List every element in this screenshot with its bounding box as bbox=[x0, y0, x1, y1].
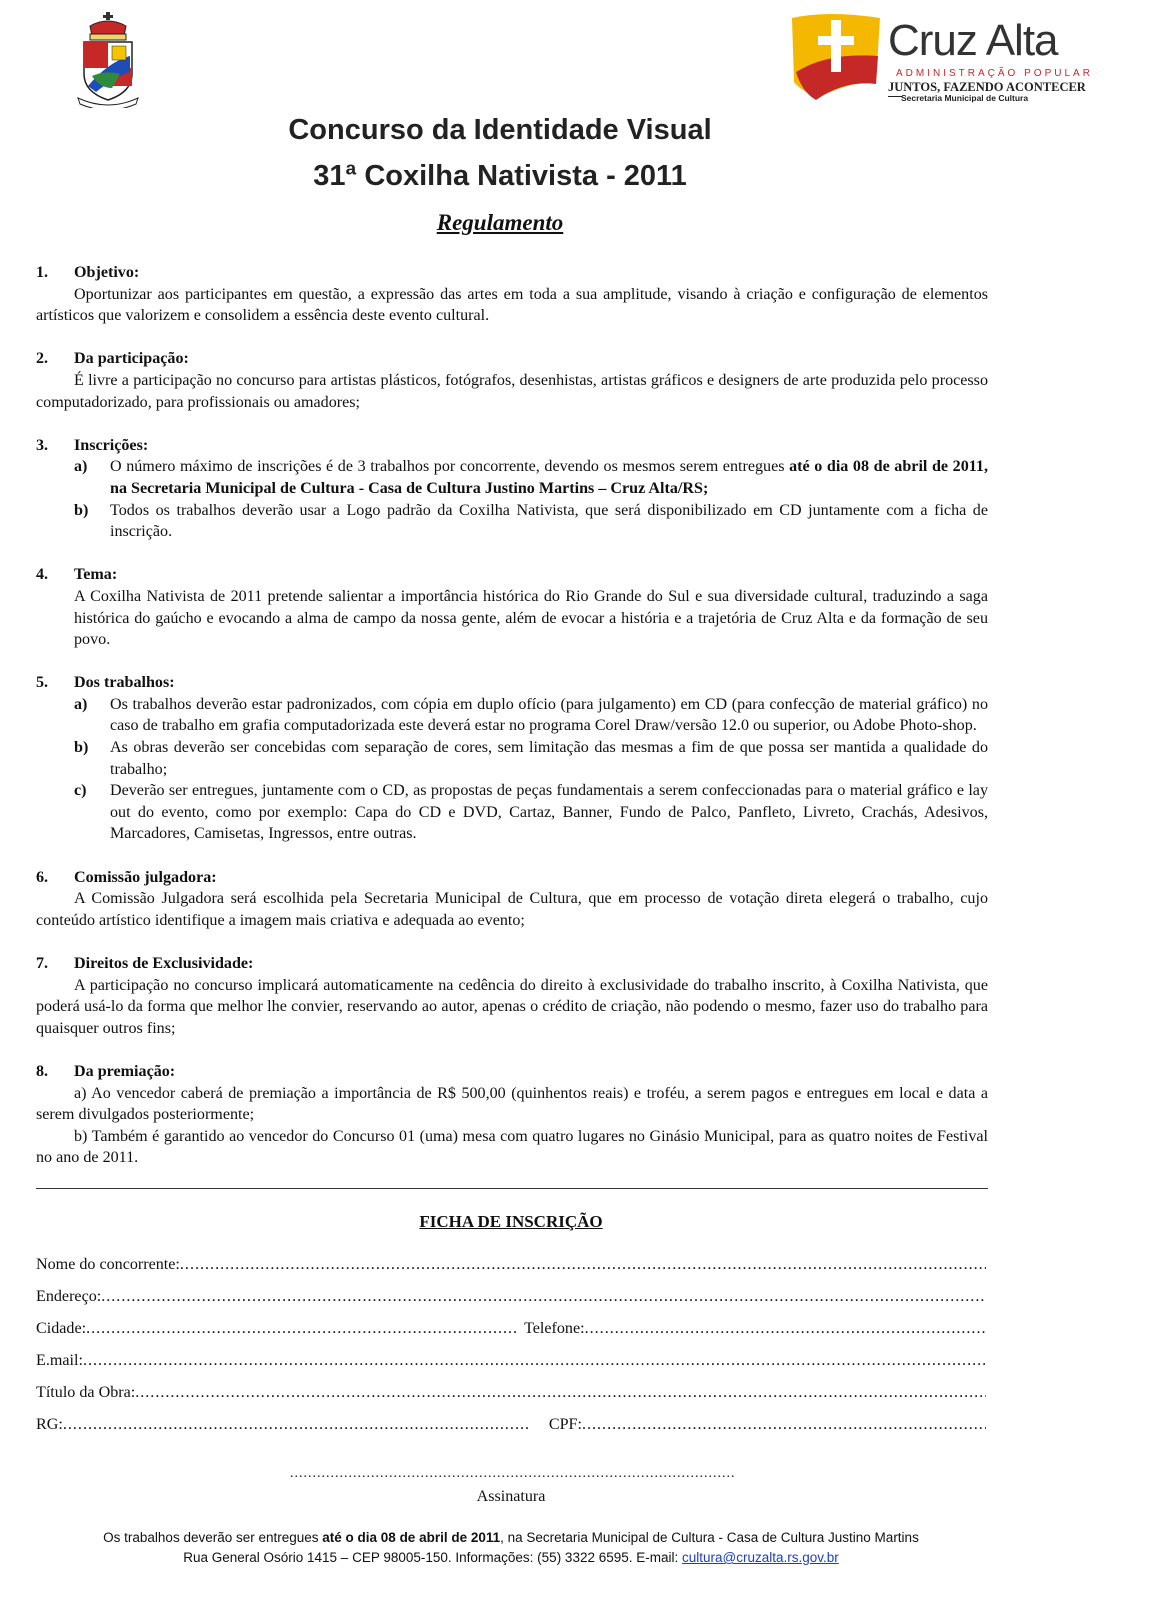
rg-field[interactable] bbox=[63, 1416, 531, 1438]
section-comissao bbox=[36, 867, 988, 932]
item-text: Deverão ser entregues, juntamente com o CD, as propostas de peças fundamentais a serem confeccionadas para o material gráfico e lay out do evento, como por exemplo: Capa do CD e DVD, Cartaz, Banner, Fundo de Palco, Panfleto, Livreto, Crachás, Adesivos, Marcadores, Camisetas, Ingressos, entre outras. bbox=[110, 782, 988, 843]
section-premiacao bbox=[36, 1061, 988, 1169]
cidade-field[interactable] bbox=[86, 1320, 518, 1342]
section-heading bbox=[36, 1061, 988, 1083]
section-tema bbox=[36, 564, 988, 650]
footer-line2 bbox=[0, 1550, 1022, 1565]
field-label: Cidade: bbox=[36, 1320, 87, 1337]
cidade-telefone-row bbox=[36, 1320, 986, 1342]
section-participacao bbox=[36, 348, 988, 413]
section-text: A Coxilha Nativista de 2011 pretende salientar a importância histórica do Rio Grande do Sul e sua diversidade cultural, traduzindo a saga histórica do gaúcho e evocando a alma de campo da nossa gente, além de evocar a história e a trajetória de Cruz Alta e da formação de seu povo. bbox=[74, 587, 988, 649]
coat-of-arms-icon bbox=[76, 12, 154, 108]
field-blank bbox=[135, 1384, 986, 1406]
section-text: b) Também é garantido ao vencedor do Concurso 01 (uma) mesa com quatro lugares no Ginásio Municipal, para as quatro noites de Festival no ano de 2011. bbox=[36, 1127, 988, 1167]
footer-line1 bbox=[0, 1530, 1022, 1545]
section-title: Inscrições: bbox=[74, 436, 149, 454]
logo-divider bbox=[888, 96, 902, 97]
cruz-alta-cross-icon bbox=[788, 12, 884, 102]
footer-text: , na Secretaria Municipal de Cultura - Casa de Cultura Justino Martins bbox=[500, 1530, 919, 1545]
signature-line[interactable] bbox=[290, 1466, 736, 1482]
item-text-regular: O número máximo de inscrições é de 3 trabalhos por concorrente, devendo os mesmos serem entregues bbox=[110, 458, 790, 476]
section-number: 7. bbox=[36, 955, 49, 972]
section-objetivo bbox=[36, 262, 988, 327]
item-text-bold: até o dia 08 de abril de 2011, na Secretaria Municipal de Cultura - Casa de Cultura Justino Martins – Cruz Alta/RS; bbox=[110, 458, 988, 497]
field-blank bbox=[180, 1256, 986, 1278]
page-subtitle: Regulamento bbox=[436, 210, 564, 235]
logo-secretaria: Secretaria Municipal de Cultura bbox=[901, 93, 1029, 103]
regulamento-body bbox=[36, 262, 988, 1191]
list-item bbox=[74, 500, 988, 543]
page-title-line1: Concurso da Identidade Visual bbox=[288, 114, 712, 146]
logo-name: Cruz Alta bbox=[888, 16, 1058, 65]
footer-text: Rua General Osório 1415 – CEP 98005-150. Informações: (55) 3322 6595. E-mail: bbox=[183, 1550, 683, 1565]
field-label: CPF: bbox=[548, 1416, 582, 1433]
endereco-field[interactable] bbox=[36, 1288, 986, 1310]
rg-cpf-row bbox=[36, 1416, 986, 1438]
section-text: A participação no concurso implicará automaticamente na cedência do direito à exclusividade do trabalho inscrito, à Coxilha Nativista, que poderá usá-lo da forma que melhor lhe convier, reservando ao autor, apenas o crédito de criação, não podendo o mesmo, fazer uso do trabalho para quaisquer outros fins; bbox=[36, 976, 988, 1037]
section-text: Oportunizar aos participantes em questão, a expressão das artes em toda a sua amplitude, visando à criação e configuração de elementos artísticos que valorizem e consolidem a essência deste evento cultural. bbox=[36, 285, 988, 325]
section-number: 2. bbox=[36, 350, 49, 368]
section-trabalhos bbox=[36, 672, 988, 845]
section-title: Tema: bbox=[74, 566, 118, 584]
section-title: Da participação: bbox=[74, 350, 189, 368]
section-number: 8. bbox=[36, 1062, 49, 1080]
email-field[interactable] bbox=[36, 1352, 986, 1374]
field-blank bbox=[101, 1288, 986, 1310]
field-label: Título da Obra: bbox=[36, 1384, 136, 1401]
field-label: RG: bbox=[36, 1416, 63, 1433]
section-number: 4. bbox=[36, 566, 49, 584]
footer-text: Os trabalhos deverão ser entregues bbox=[103, 1530, 323, 1545]
field-blank bbox=[83, 1352, 986, 1374]
list-item bbox=[74, 780, 988, 845]
field-label: Nome do concorrente: bbox=[36, 1256, 180, 1273]
footer-email-link[interactable]: cultura@cruzalta.rs.gov.br bbox=[682, 1550, 839, 1565]
section-direitos bbox=[36, 953, 988, 1039]
item-letter: a) bbox=[74, 458, 88, 476]
nome-field[interactable] bbox=[36, 1256, 986, 1278]
section-heading bbox=[36, 564, 988, 586]
signature-label: Assinatura bbox=[476, 1488, 546, 1505]
list-item bbox=[74, 737, 988, 780]
section-number: 1. bbox=[36, 264, 49, 281]
section-heading bbox=[36, 953, 988, 975]
section-text: É livre a participação no concurso para artistas plásticos, fotógrafos, desenhistas, artistas gráficos e designers de arte produzida pelo processo computadorizado, para profissionais ou amadores; bbox=[36, 371, 988, 411]
logo-slogan: JUNTOS, FAZENDO ACONTECER bbox=[888, 80, 1086, 94]
cpf-field[interactable] bbox=[582, 1416, 986, 1438]
logo-admin: ADMINISTRAÇÃO POPULAR bbox=[896, 68, 1093, 79]
divider bbox=[36, 1188, 988, 1189]
item-letter: b) bbox=[74, 501, 89, 519]
titulo-obra-field[interactable] bbox=[36, 1384, 986, 1406]
section-heading bbox=[36, 867, 988, 889]
section-title: Direitos de Exclusividade: bbox=[74, 955, 254, 972]
telefone-field[interactable] bbox=[585, 1320, 986, 1342]
section-number: 6. bbox=[36, 868, 49, 886]
section-heading bbox=[36, 348, 988, 370]
item-text: Os trabalhos deverão estar padronizados, com cópia em duplo ofício (para julgamento) em CD (para confecção de material gráfico) no caso de trabalho em grafia computadorizada este deverá estar no programa Corel Draw/versão 12.0 ou superior, ou Adobe Photo-shop. bbox=[110, 695, 988, 735]
item-text: As obras deverão ser concebidas com separação de cores, sem limitação das mesmas a fim de que possa ser mantida a qualidade do trabalho; bbox=[110, 739, 988, 778]
field-label: Endereço: bbox=[36, 1288, 102, 1305]
section-inscricoes bbox=[36, 435, 988, 543]
list-item bbox=[74, 694, 988, 737]
section-text: a) Ao vencedor caberá de premiação a importância de R$ 500,00 (quinhentos reais) e troféu, a serem pagos e entregues em local e data a serem divulgados posteriormente; bbox=[36, 1084, 988, 1124]
section-number: 5. bbox=[36, 674, 49, 692]
item-letter: c) bbox=[74, 782, 87, 800]
field-label: E.mail: bbox=[36, 1352, 83, 1369]
section-heading bbox=[36, 672, 988, 694]
item-letter: a) bbox=[74, 695, 88, 713]
section-number: 3. bbox=[36, 436, 49, 454]
footer-date: até o dia 08 de abril de 2011 bbox=[322, 1530, 501, 1545]
section-title: Objetivo: bbox=[74, 264, 140, 281]
list-item bbox=[74, 456, 988, 499]
ficha-title: FICHA DE INSCRIÇÃO bbox=[419, 1212, 603, 1231]
section-text: A Comissão Julgadora será escolhida pela Secretaria Municipal de Cultura, que em processo de votação direta elegerá o trabalho, cujo conteúdo artístico identifique a imagem mais criativa e adequada ao evento; bbox=[36, 890, 988, 929]
section-heading bbox=[36, 262, 988, 284]
item-text: Todos os trabalhos deverão usar a Logo padrão da Coxilha Nativista, que será disponibilizado em CD juntamente com a ficha de inscrição. bbox=[110, 501, 988, 541]
section-title: Da premiação: bbox=[74, 1062, 176, 1080]
page-title-line2: 31ª Coxilha Nativista - 2011 bbox=[313, 160, 687, 192]
cruz-alta-logo bbox=[788, 12, 1093, 103]
item-text bbox=[110, 456, 988, 499]
section-heading bbox=[36, 435, 988, 457]
field-label: Telefone: bbox=[524, 1320, 585, 1337]
item-letter: b) bbox=[74, 739, 89, 757]
section-title: Dos trabalhos: bbox=[74, 674, 175, 692]
section-title: Comissão julgadora: bbox=[74, 868, 217, 886]
